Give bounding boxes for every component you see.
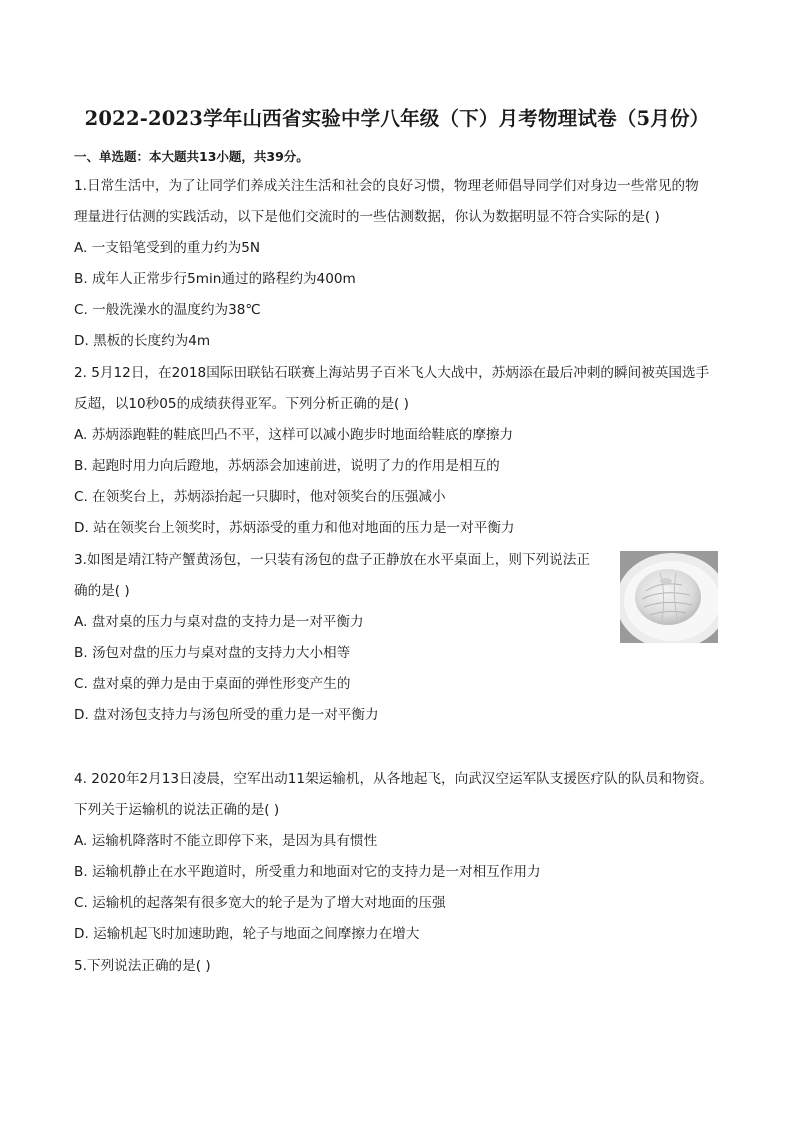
soup-dumpling-illustration (620, 551, 718, 643)
exam-title: 2022-2023学年山西省实验中学八年级（下）月考物理试卷（5月份） (84, 107, 710, 130)
question-1-option-a: A. 一支铅笔受到的重力约为5N (74, 240, 261, 256)
question-1-stem-line-1: 1.日常生活中，为了让同学们养成关注生活和社会的良好习惯，物理老师倡导同学们对身边一些常见的物 (74, 178, 699, 194)
question-1-option-c: C. 一般洗澡水的温度约为38℃ (74, 302, 261, 318)
question-4-option-a: A. 运输机降落时不能立即停下来，是因为具有惯性 (74, 833, 378, 849)
question-2-stem-line-1: 2. 5月12日，在2018国际田联钻石联赛上海站男子百米飞人大战中，苏炳添在最后冲刺的瞬间被英国选手 (74, 365, 710, 381)
question-2-option-c: C. 在领奖台上，苏炳添抬起一只脚时，他对领奖台的压强减小 (74, 489, 446, 505)
section-heading: 一、单选题：本大题共13小题，共39分。 (74, 149, 309, 164)
question-4-stem-line-1: 4. 2020年2月13日凌晨，空军出动11架运输机，从各地起飞，向武汉空运军队支援医疗队的队员和物资。 (74, 771, 713, 787)
question-3-option-c: C. 盘对桌的弹力是由于桌面的弹性形变产生的 (74, 676, 351, 692)
question-1-option-d: D. 黑板的长度约为4m (74, 333, 211, 349)
question-2-option-a: A. 苏炳添跑鞋的鞋底凹凸不平，这样可以减小跑步时地面给鞋底的摩擦力 (74, 427, 514, 443)
question-4-option-d: D. 运输机起飞时加速助跑，轮子与地面之间摩擦力在增大 (74, 926, 420, 942)
question-5-stem-line-1: 5.下列说法正确的是( ) (74, 958, 211, 974)
soup-dumpling-photo (620, 551, 718, 643)
question-3-option-a: A. 盘对桌的压力与桌对盘的支持力是一对平衡力 (74, 614, 364, 630)
question-4-option-c: C. 运输机的起落架有很多宽大的轮子是为了增大对地面的压强 (74, 895, 446, 911)
question-1-stem-line-2: 理量进行估测的实践活动，以下是他们交流时的一些估测数据，你认为数据明显不符合实际的是( ) (74, 209, 660, 225)
question-3-option-b: B. 汤包对盘的压力与桌对盘的支持力大小相等 (74, 645, 351, 661)
question-2-stem-line-2: 反超，以10秒05的成绩获得亚军。下列分析正确的是( ) (74, 396, 409, 412)
question-1-option-b: B. 成年人正常步行5min通过的路程约为400m (74, 271, 356, 287)
question-4-stem-line-2: 下列关于运输机的说法正确的是( ) (74, 802, 280, 818)
question-3-option-d: D. 盘对汤包支持力与汤包所受的重力是一对平衡力 (74, 707, 379, 723)
question-2-option-b: B. 起跑时用力向后蹬地，苏炳添会加速前进，说明了力的作用是相互的 (74, 458, 500, 474)
question-2-option-d: D. 站在领奖台上领奖时，苏炳添受的重力和他对地面的压力是一对平衡力 (74, 520, 515, 536)
question-3-stem-line-1: 3.如图是靖江特产蟹黄汤包，一只装有汤包的盘子正静放在水平桌面上，则下列说法正 (74, 552, 590, 568)
question-3-stem-line-2: 确的是( ) (74, 583, 130, 599)
question-4-option-b: B. 运输机静止在水平跑道时，所受重力和地面对它的支持力是一对相互作用力 (74, 864, 541, 880)
